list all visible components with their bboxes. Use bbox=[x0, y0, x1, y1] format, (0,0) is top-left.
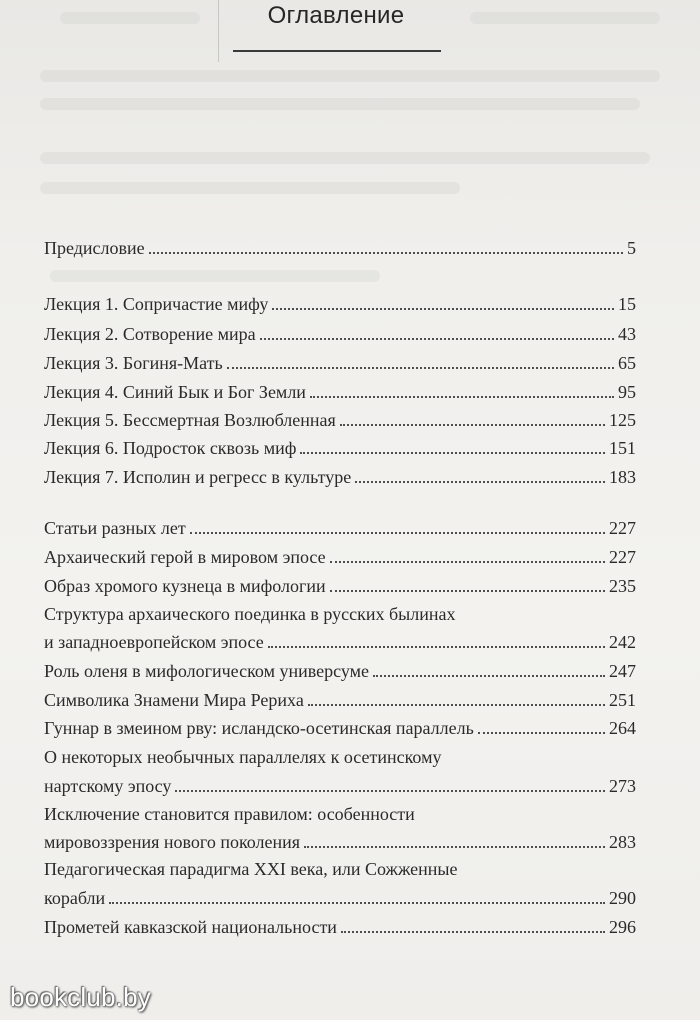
toc-entry bbox=[44, 659, 636, 683]
toc-entry bbox=[44, 380, 636, 404]
toc-entry bbox=[44, 292, 636, 316]
dot-leader bbox=[109, 902, 605, 904]
toc-entry bbox=[44, 408, 636, 432]
toc-entry-page: 65 bbox=[618, 353, 636, 373]
toc-entry-page: 151 bbox=[609, 438, 636, 458]
dot-leader bbox=[272, 308, 614, 310]
toc-entry bbox=[44, 830, 636, 854]
toc-entry-title: Образ хромого кузнеца в мифологии bbox=[44, 576, 326, 596]
toc-entry-page: 247 bbox=[609, 661, 636, 681]
dot-leader bbox=[330, 590, 605, 592]
toc-entry-title: мировоззрения нового поколения bbox=[44, 832, 301, 852]
toc-entry-page: 125 bbox=[609, 410, 636, 430]
bleed-through-text bbox=[40, 152, 650, 164]
toc-entry bbox=[44, 774, 636, 798]
toc-entry-page: 183 bbox=[609, 467, 636, 487]
toc-entry-title: Лекция 7. Исполин и регресс в культуре bbox=[44, 467, 352, 487]
page-gutter-line bbox=[218, 0, 219, 62]
toc-entry-title-line1: О некоторых необычных параллелях к осетинскому bbox=[44, 747, 442, 767]
dot-leader bbox=[260, 338, 614, 340]
toc-entry bbox=[44, 915, 636, 939]
toc-entry bbox=[44, 574, 636, 598]
bleed-through-text bbox=[40, 182, 460, 194]
toc-entry-title-line1: Педагогическая парадигма XXI века, или Сожженные bbox=[44, 859, 458, 879]
title-underline bbox=[233, 50, 441, 52]
dot-leader bbox=[478, 732, 605, 734]
toc-entry-page: 227 bbox=[609, 547, 636, 567]
dot-leader bbox=[310, 396, 614, 398]
dot-leader bbox=[149, 252, 623, 254]
toc-entry-page: 43 bbox=[618, 324, 636, 344]
toc-entry-page: 95 bbox=[618, 382, 636, 402]
toc-entry-title: Предисловие bbox=[44, 238, 145, 258]
site-watermark: bookclub.by bbox=[10, 982, 151, 1012]
toc-entry-page: 296 bbox=[609, 917, 636, 937]
toc-entry-page: 290 bbox=[609, 888, 636, 908]
dot-leader bbox=[300, 452, 605, 454]
page-title: Оглавление bbox=[267, 2, 405, 29]
dot-leader bbox=[355, 481, 605, 483]
toc-entry-title: Лекция 4. Синий Бык и Бог Земли bbox=[44, 382, 306, 402]
toc-entry bbox=[44, 688, 636, 712]
dot-leader bbox=[308, 704, 605, 706]
toc-entry-title: и западноевропейском эпосе bbox=[44, 632, 264, 652]
toc-entry-title: корабли bbox=[44, 888, 106, 908]
toc-entry-page: 242 bbox=[609, 632, 636, 652]
toc-entry bbox=[44, 545, 636, 569]
toc-entry-page: 283 bbox=[609, 832, 636, 852]
toc-entry-page: 273 bbox=[609, 776, 636, 796]
toc-entry-title: Лекция 6. Подросток сквозь миф bbox=[44, 438, 297, 458]
toc-entry-page: 235 bbox=[609, 576, 636, 596]
toc-entry-title: Роль оленя в мифологическом универсуме bbox=[44, 661, 370, 681]
dot-leader bbox=[340, 424, 605, 426]
dot-leader bbox=[373, 675, 605, 677]
toc-entry-title: Лекция 5. Бессмертная Возлюбленная bbox=[44, 410, 336, 430]
toc-entry bbox=[44, 886, 636, 910]
toc-entry-title: Лекция 3. Богиня-Мать bbox=[44, 353, 223, 373]
toc-entry bbox=[44, 516, 636, 540]
dot-leader bbox=[330, 561, 605, 563]
toc-entry-title-line1: Структура архаического поединка в русских былинах bbox=[44, 604, 456, 624]
toc-entry-page: 15 bbox=[618, 294, 636, 314]
dot-leader bbox=[268, 646, 605, 648]
toc-entry bbox=[44, 630, 636, 654]
toc-entry-title: Лекция 2. Сотворение мира bbox=[44, 324, 256, 344]
toc-entry-title: Гуннар в змеином рву: исландско-осетинская параллель bbox=[44, 718, 474, 738]
bleed-through-text bbox=[60, 12, 200, 24]
bleed-through-text bbox=[40, 70, 660, 82]
toc-entry-title: Символика Знамени Мира Рериха bbox=[44, 690, 304, 710]
bleed-through-text bbox=[40, 98, 640, 110]
toc-entry-title: Лекция 1. Сопричастие мифу bbox=[44, 294, 269, 314]
dot-leader bbox=[341, 931, 605, 933]
toc-entry bbox=[44, 322, 636, 346]
toc-entry-page: 264 bbox=[609, 718, 636, 738]
toc-entry-title: Прометей кавказской национальности bbox=[44, 917, 337, 937]
toc-entry-title: Статьи разных лет bbox=[44, 518, 186, 538]
toc-entry-page: 251 bbox=[609, 690, 636, 710]
dot-leader bbox=[304, 846, 605, 848]
bleed-through-text bbox=[50, 270, 380, 282]
toc-entry bbox=[44, 351, 636, 375]
toc-entry-title: нартскому эпосу bbox=[44, 776, 172, 796]
bleed-through-text bbox=[470, 12, 660, 24]
toc-entry-page: 227 bbox=[609, 518, 636, 538]
toc-entry-title-line1: Исключение становится правилом: особенности bbox=[44, 804, 415, 824]
toc-entry bbox=[44, 436, 636, 460]
toc-entry-page: 5 bbox=[627, 238, 636, 258]
toc-entry bbox=[44, 465, 636, 489]
toc-entry bbox=[44, 716, 636, 740]
toc-entry-title: Архаический герой в мировом эпосе bbox=[44, 547, 326, 567]
toc-entry bbox=[44, 236, 636, 260]
dot-leader bbox=[175, 790, 605, 792]
dot-leader bbox=[190, 532, 605, 534]
dot-leader bbox=[227, 367, 614, 369]
